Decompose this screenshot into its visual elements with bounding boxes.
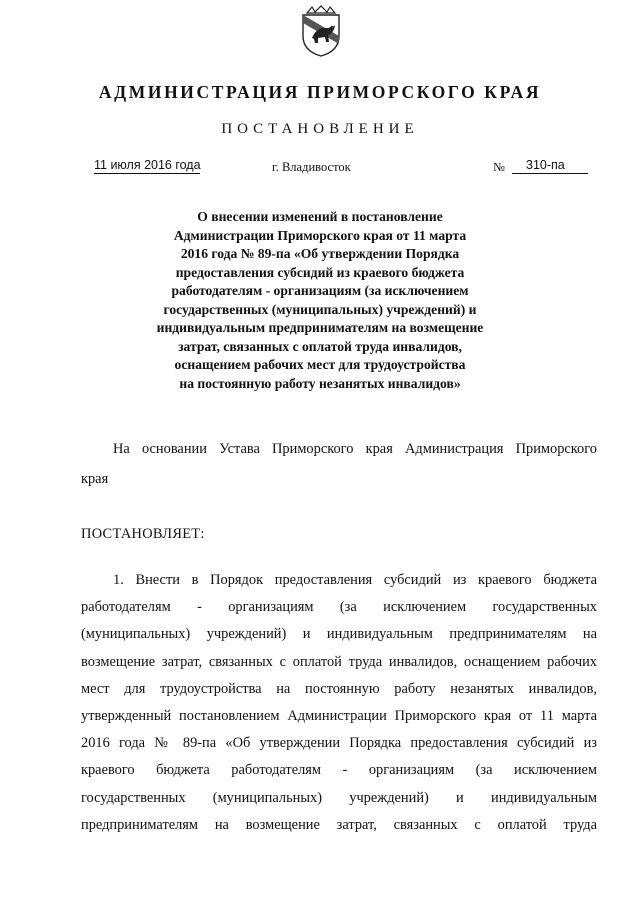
number-sign: №	[493, 160, 505, 174]
body-line: мест для трудоустройства на постоянную работу незанятых инвалидов,	[81, 680, 597, 697]
subject-heading	[150, 208, 490, 393]
subject-line: предоставления субсидий из краевого бюджета	[175, 264, 465, 280]
document-city: г. Владивосток	[272, 160, 351, 174]
subject-line: индивидуальным предпринимателям на возмещение	[156, 320, 484, 335]
document-number: 310-па	[512, 158, 588, 174]
subject-line: государственных (муниципальных) учреждений) и	[163, 301, 477, 317]
subject-line: 2016 года № 89-па «Об утверждении Порядка	[180, 246, 460, 261]
document-date: 11 июля 2016 года	[94, 158, 201, 172]
subject-line: Администрации Приморского края от 11 марта	[173, 227, 467, 243]
resolve-heading: ПОСТАНОВЛЯЕТ:	[81, 526, 205, 542]
body-line: краевого бюджета работодателям - организациям (за исключением	[81, 762, 597, 779]
basis-line: На основании Устава Приморского края Администрация Приморского	[113, 441, 597, 457]
body-line: 1. Внести в Порядок предоставления субсидий из краевого бюджета	[113, 572, 597, 588]
subject-line: оснащением рабочих мест для трудоустройства	[174, 357, 466, 372]
subject-line: затрат, связанных с оплатой труда инвалидов,	[178, 338, 462, 354]
body-line: (муниципальных) учреждений) и индивидуальным предпринимателям на	[81, 626, 597, 643]
subject-line: на постоянную работу незанятых инвалидов»	[179, 375, 461, 391]
coat-of-arms-icon	[298, 4, 344, 58]
document-type: ПОСТАНОВЛЕНИЕ	[221, 121, 419, 137]
organization-title: АДМИНИСТРАЦИЯ ПРИМОРСКОГО КРАЯ	[98, 82, 542, 102]
basis-paragraph	[81, 434, 597, 494]
body-line: предпринимателям на возмещение затрат, связанных с оплатой труда	[81, 816, 597, 833]
body-line: утвержденный постановлением Администрации Приморского края от 11 марта	[81, 708, 597, 725]
body-line: возмещение затрат, связанных с оплатой труда инвалидов, оснащением рабочих	[81, 653, 597, 670]
body-line: работодателям - организациям (за исключением государственных	[81, 599, 597, 616]
subject-line: О внесении изменений в постановление	[197, 209, 443, 224]
body-paragraph	[81, 567, 597, 839]
body-line: 2016 года № 89-па «Об утверждении Порядка предоставления субсидий из	[81, 735, 597, 752]
basis-line: края	[81, 471, 109, 487]
subject-line: работодателям - организациям (за исключением	[171, 283, 469, 298]
body-line: государственных (муниципальных) учреждений) и индивидуальным	[81, 789, 597, 806]
